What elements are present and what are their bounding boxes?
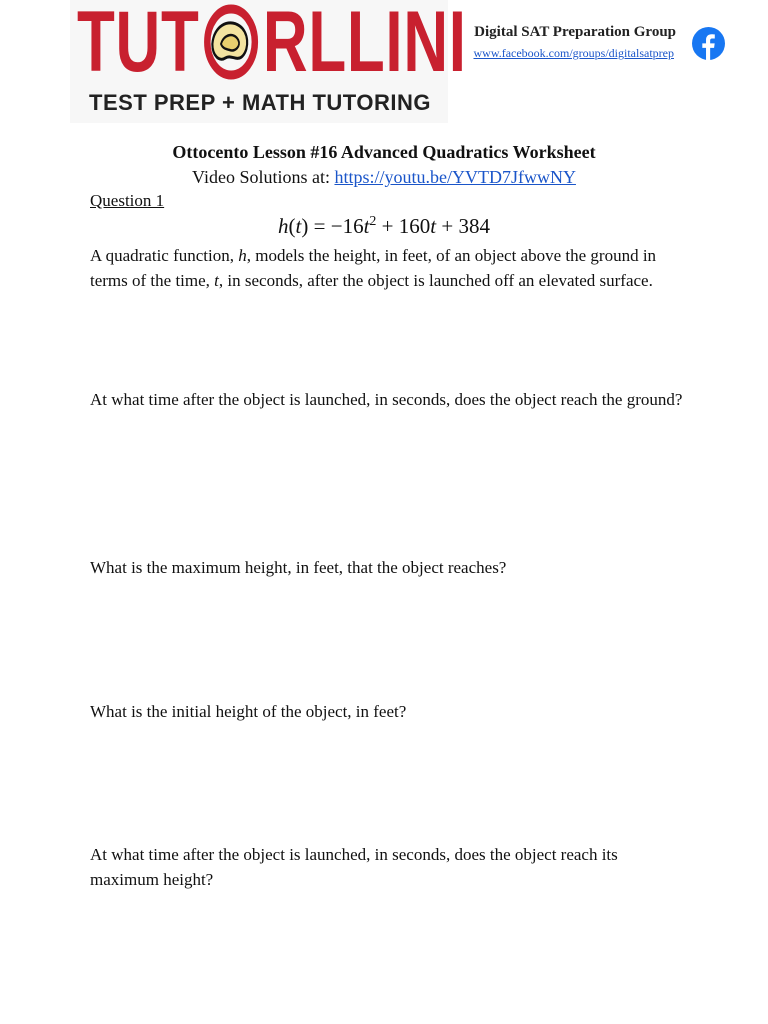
eq-var: t — [295, 214, 302, 238]
tutorllini-logo — [70, 0, 467, 123]
worksheet-title: Ottocento Lesson #16 Advanced Quadratics Worksheet — [172, 142, 596, 162]
intro-b: , models the height, in feet, of an object above the ground in terms of the time, — [90, 246, 657, 290]
tortellini-icon — [204, 4, 259, 80]
eq-exp: 2 — [369, 214, 377, 229]
question-part-max-height: What is the maximum height, in feet, that the object reaches? — [90, 558, 507, 577]
logo-word-right: RLLINI — [262, 0, 467, 90]
intro-t: t — [214, 270, 219, 290]
question-part-max-time: At what time after the object is launched, in seconds, does the object reach its maximum height? — [90, 845, 618, 889]
video-link[interactable]: https://youtu.be/YVTD7JfwwNY — [334, 167, 576, 187]
intro-c: , in seconds, after the object is launched off an elevated surface. — [218, 270, 653, 290]
group-name: Digital SAT Preparation Group — [474, 24, 676, 40]
video-label: Video Solutions at: — [192, 167, 330, 187]
intro-a: A quadratic function, — [90, 246, 239, 265]
logo-wordmark — [77, 0, 467, 90]
quadratic-equation — [0, 214, 768, 239]
question-part-initial-height: What is the initial height of the object, in feet? — [90, 702, 407, 721]
question-label: Question 1 — [90, 191, 165, 210]
question-part-ground-time: At what time after the object is launched, in seconds, does the object reach the ground? — [90, 390, 683, 409]
video-solutions-line — [0, 167, 768, 188]
eq-t2: t — [430, 214, 437, 238]
eq-t1: t — [363, 214, 370, 238]
group-link[interactable]: www.facebook.com/groups/digitalsatprep — [473, 46, 674, 60]
logo-tagline: TEST PREP + MATH TUTORING — [89, 90, 431, 115]
eq-func: h — [278, 214, 289, 238]
eq-mid: + 160 — [376, 214, 431, 238]
eq-close: ) — [301, 214, 309, 238]
logo-word-left: TUT — [77, 0, 200, 90]
eq-sign: = −16 — [308, 214, 364, 238]
eq-open: ( — [288, 214, 296, 238]
eq-end: + 384 — [436, 214, 490, 238]
facebook-icon[interactable] — [692, 27, 725, 60]
question-intro — [90, 244, 690, 293]
intro-h: h — [238, 246, 247, 265]
